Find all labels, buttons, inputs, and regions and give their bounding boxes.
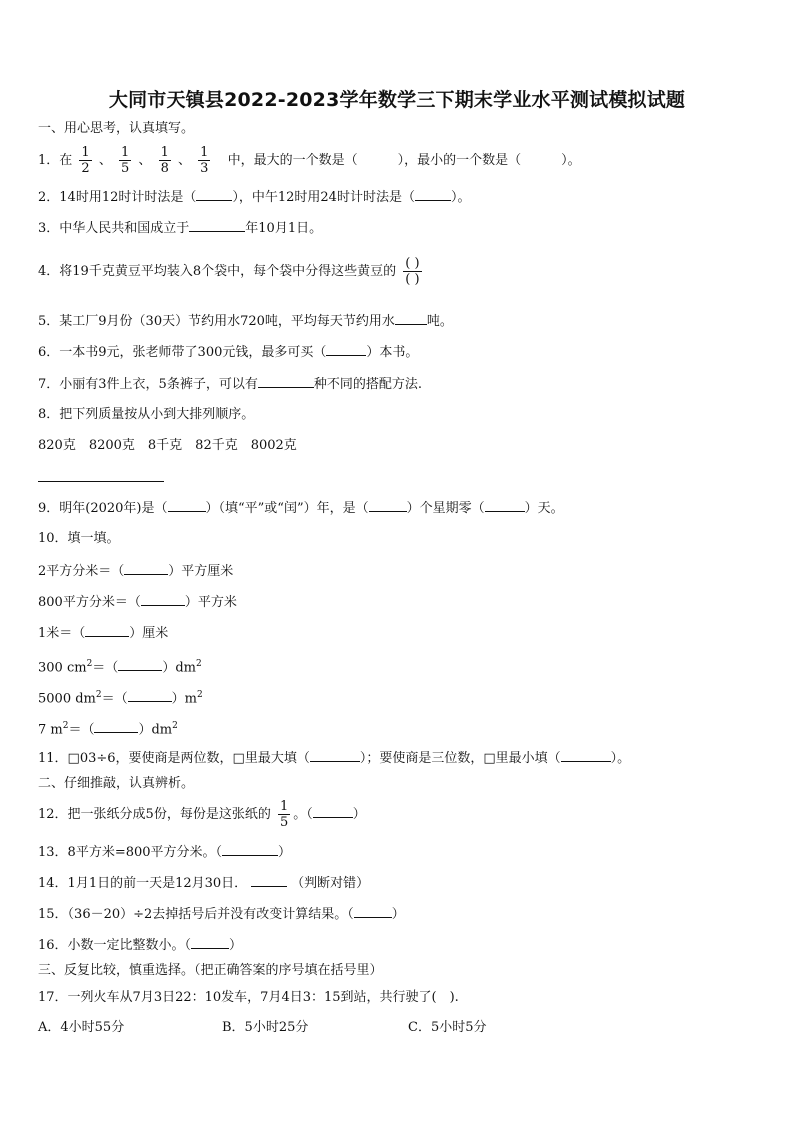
q2-end: ）。 [450,190,471,205]
fraction-numerator: 1 [279,799,289,814]
answer-blank[interactable] [485,499,525,512]
question-10: 10．填一填。 [38,531,120,546]
answer-blank[interactable] [168,499,206,512]
option-b[interactable]: B．5小时25分 [222,1020,309,1035]
question-13 [38,843,291,862]
q12-text-2: 。（ [293,807,313,822]
answer-blank[interactable] [258,375,314,388]
q10-eq: ＝（ [101,691,128,707]
fraction-numerator: 1 [81,145,90,160]
q14-text: 14．1月1日的前一天是12月30日． [38,876,248,891]
question-5 [38,312,453,331]
answer-blank[interactable] [128,689,172,702]
fraction-1-5 [278,799,290,830]
answer-blank[interactable] [415,188,451,201]
q3-text: 3．中华人民共和国成立于 [38,221,190,236]
q10-unit: ）厘米 [129,626,169,641]
q1-text-2: ），最小的一个数是（ [397,153,522,168]
answer-blank[interactable] [369,499,407,512]
superscript: 2 [172,721,178,731]
answer-blank[interactable] [561,749,611,762]
q10-unit: ）平方厘米 [168,564,234,579]
fraction-numerator: 1 [200,145,209,160]
q5-text: 5．某工厂9月份（30天）节约用水720吨，平均每天节约用水 [38,314,395,329]
q10-row-6 [38,717,178,739]
q10-text: 7 m [38,722,63,738]
question-15 [38,905,405,924]
superscript: 2 [62,721,69,731]
q8-items: 820克 8200克 8千克 82千克 8002克 [38,438,297,453]
superscript: 2 [95,690,102,700]
question-7 [38,375,422,394]
answer-blank[interactable] [85,624,129,637]
question-4 [38,256,425,287]
answer-blank[interactable] [118,658,162,671]
answer-blank[interactable] [191,936,229,949]
question-1 [38,145,581,176]
q15-end: ） [391,907,405,922]
fraction-numerator: 1 [160,145,169,160]
superscript: 2 [195,659,202,669]
option-a[interactable]: A．4小时55分 [38,1020,125,1035]
section-heading-1: 一、用心思考，认真填写。 [38,121,195,136]
answer-blank[interactable] [251,874,287,887]
q10-row-1 [38,562,233,581]
separator: 、 [98,153,112,168]
q14-end: （判断对错） [291,876,370,891]
question-16 [38,936,242,955]
q16-text: 16．小数一定比整数小。（ [38,938,192,953]
q15-text: 15．（36－20）÷2去掉括号后并没有改变计算结果。（ [38,907,354,922]
q10-unit: ）平方米 [184,595,237,610]
answer-blank[interactable] [354,905,392,918]
fraction-numerator: 1 [121,145,130,160]
q5-end: 吨。 [426,314,453,329]
q1-end: ）。 [561,153,581,168]
q7-end: 种不同的搭配方法. [313,377,422,392]
q13-text: 13．8平方米=800平方分米。（ [38,845,223,860]
q7-text: 7．小丽有3件上衣，5条裤子，可以有 [38,377,258,392]
q4-text: 4．将19千克黄豆平均装入8个袋中，每个袋中分得这些黄豆的 [38,264,397,279]
q1-text: 中，最大的一个数是（ [227,153,358,168]
answer-blank[interactable] [395,312,427,325]
q6-text: 6．一本书9元，张老师带了300元钱，最多可买（ [38,345,327,360]
q11-text: 11．□03÷6，要使商是两位数，□里最大填（ [38,751,310,766]
q6-end: ）本书。 [366,345,419,360]
answer-blank[interactable] [189,219,245,232]
fraction-1-2 [79,145,91,176]
q1-prefix: 1．在 [38,153,73,168]
answer-line[interactable] [38,481,164,482]
question-11 [38,749,630,768]
q11-end: ）。 [610,751,631,766]
answer-blank[interactable] [326,343,366,356]
answer-blank[interactable] [310,749,360,762]
answer-blank[interactable] [222,843,278,856]
q11-text-2: ）；要使商是三位数，□里最小填（ [359,751,561,766]
q10-row-5 [38,686,203,708]
separator: 、 [178,153,192,168]
q9-text: 9．明年(2020年)是（ [38,501,168,516]
q9-text-3: ）个星期零（ [406,501,485,516]
page-title: 大同市天镇县2022-2023学年数学三下期末学业水平测试模拟试题 [108,89,686,111]
answer-blank[interactable] [94,720,138,733]
q10-row-2 [38,593,237,612]
superscript: 2 [196,690,203,700]
question-3 [38,219,322,238]
answer-blank[interactable] [124,562,168,575]
superscript: 2 [86,659,93,669]
option-c[interactable]: C．5小时5分 [408,1020,487,1035]
section-heading-2: 二、仔细推敲，认真辨析。 [38,776,195,791]
question-6 [38,343,418,362]
q10-row-4 [38,655,202,677]
answer-blank[interactable] [141,593,185,606]
q10-text: 300 cm [38,660,87,676]
question-9 [38,499,564,518]
q2-text-2: ），中午12时用24时计时法是（ [232,190,415,205]
q16-end: ） [229,938,243,953]
q10-eq: ＝（ [92,660,119,676]
q12-text: 12．把一张纸分成5份，每份是这张纸的 [38,807,271,822]
fraction-denominator: 5 [279,815,289,830]
question-8: 8．把下列质量按从小到大排列顺序。 [38,407,255,422]
fraction-denominator: 3 [200,161,209,176]
fraction-denominator: 2 [81,161,90,176]
q10-text: 1米＝（ [38,626,86,641]
answer-blank[interactable] [313,805,353,818]
q13-end: ） [278,845,292,860]
q10-text: 2平方分米＝（ [38,564,125,579]
question-14 [38,874,369,893]
question-17: 17．一列火车从7月3日22：10发车，7月4日3：15到站，共行驶了( ). [38,990,459,1005]
q17-options [38,1019,487,1037]
q12-end: ） [352,807,366,822]
fraction-numerator: ( ) [405,256,420,271]
q3-end: 年10月1日。 [245,221,323,236]
fraction-denominator: 8 [160,161,169,176]
fraction-blank[interactable] [403,256,421,287]
q10-eq: ＝（ [68,722,95,738]
fraction-1-5 [119,145,131,176]
q10-text: 800平方分米＝（ [38,595,141,610]
q10-unit: ）m [171,691,197,707]
q9-text-2: ）（填“平”或“闰”）年，是（ [205,501,369,516]
fraction-1-8 [159,145,171,176]
section-heading-3: 三、反复比较，慎重选择。（把正确答案的序号填在括号里） [38,963,383,978]
answer-blank[interactable] [196,188,232,201]
q2-text: 2．14时用12时计时法是（ [38,190,197,205]
q10-unit: ）dm [138,722,173,738]
q10-row-3 [38,624,168,643]
q10-unit: ）dm [162,660,196,676]
fraction-1-3 [198,145,210,176]
fraction-denominator: ( ) [405,272,420,287]
q9-end: ）天。 [524,501,564,516]
separator: 、 [138,153,152,168]
question-2 [38,188,470,207]
question-12 [38,799,366,830]
q10-text: 5000 dm [38,691,96,707]
fraction-denominator: 5 [121,161,130,176]
